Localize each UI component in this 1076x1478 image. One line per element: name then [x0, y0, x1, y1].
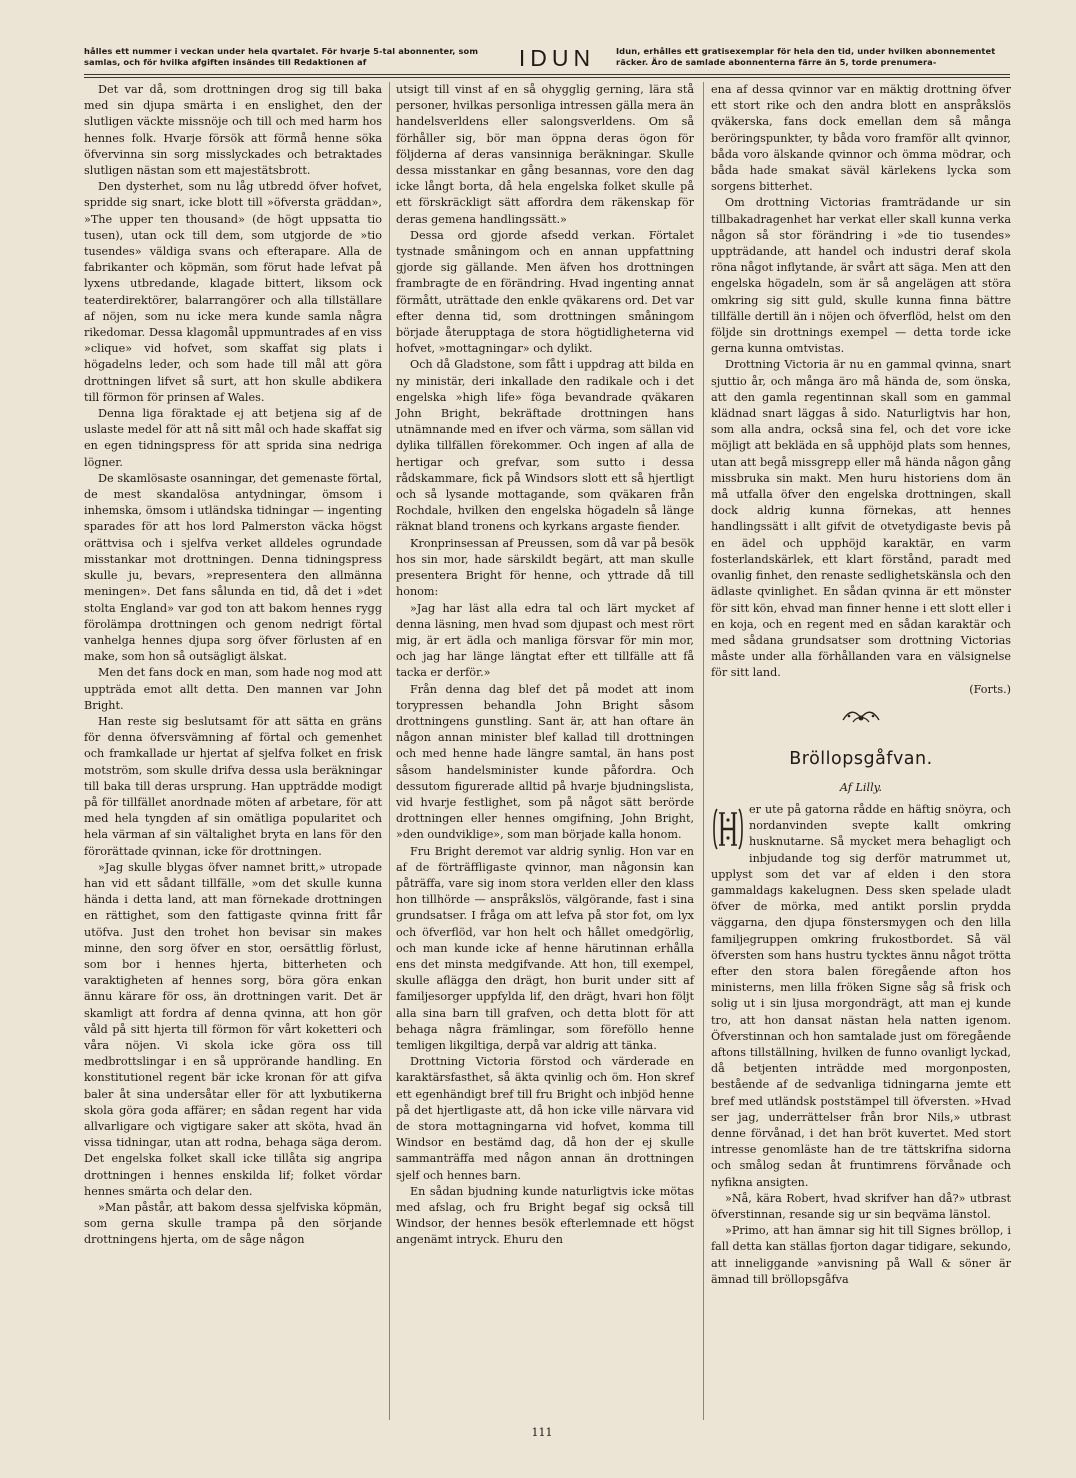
header-left-text: hålles ett nummer i veckan under hela qvartalet. För hvarje 5-tal abonnenter, som samlas, och för hvilka afgiften insändes till Redaktionen af — [84, 46, 479, 67]
paragraph: Från denna dag blef det på modet att inom torypressen behandla John Bright såsom drottningens gunstling. Sant är, att han oftare än någon annan minister blef kallad till drottningen och med henne hade längre samtal, än hans post såsom handelsminister kunde påfordra. Och dessutom figurerade alltid på hvarje bjudningslista, vid hvarje festlighet, som på något sätt berörde drottningen eller hennes omgifning, John Bright, »den oundviklige», som man började kalla honom. — [396, 682, 694, 842]
story-title: Bröllopsgåfvan. — [789, 748, 933, 769]
paragraph: »Jag har läst alla edra tal och lärt mycket af denna läsning, men hvad som djupast och mest rört mig, är ert ädla och manliga försvar för min mor, och jag har länge längtat efter ett tillfälle att få tacka er derför.» — [396, 601, 694, 680]
paragraph: Det var då, som drottningen drog sig till baka med sin djupa smärta i en enslighet, den der slutligen väckte missnöje och till och med harm hos hennes folk. Hvarje försök att förmå henne söka öfvervinna sin sorg misslyckades och betraktades slutligen nästan som ett majestätsbrott. — [84, 83, 382, 178]
paragraph: »Nå, kära Robert, hvad skrifver han då?» utbrast öfverstinnan, resande sig ur sin beqväma länstol. — [711, 1191, 1011, 1221]
paragraph: Drottning Victoria förstod och värderade en karaktärsfasthet, så äkta qvinlig och öm. Hon skref ett egenhändigt bref till fru Bright och inbjöd henne på det hjertligaste att, då hon icke ville närvara vid de stora mottagningarna vid hofvet, komma till Windsor en bestämd dag, då hon der ej skulle sammanträffa med någon annan än drottningen sjelf och hennes barn. — [396, 1055, 694, 1182]
paragraph: Den dysterhet, som nu låg utbredd öfver hofvet, spridde sig snart, icke blott till »öfversta gräddan», »The upper ten thousand» (de högt uppsatta tio tusen), utan ock till dem, som utgjorde de »tio tusendes» väldiga svans och efterapare. Alla de fabrikanter och köpmän, som förut hade lefvat på lyxens utbredande, klagade bittert, liksom ock teaterdirektörer, balarrangörer och alla tillställare af nöjen, som nu icke mera kunde samla några rikedomar. Dessa klagomål uppmuntrades af en viss »clique» vid hofvet, som skaffat sig plats i högadelns leder, och som hade till mål att göra drottningen lifvet så surt, att hon skulle abdikera till förmon för prinsen af Wales. — [84, 180, 382, 404]
story-first-paragraph-text: er ute på gatorna rådde en häftig snöyra, och nordanvinden svepte kallt omkring husknutarne. Så mycket mera behagligt och inbjudande tog sig derför matrummet ut, upplyst som det var af elden i den stora gammaldags kakelugnen. Dess sken spelade uladt öfver de mörka, med antikt porslin prydda väggarna, den djupa fönstersmygen och den lilla familjegruppen omkring frukostbordet. Så väl öfversten som hans hustru tycktes ännu något trötta efter den stora balen föregående afton hos ministerns, men lilla fröken Signe såg så frisk och solig ut i sin ljusa morgondrägt, att man ej kunde tro, att hon dansat nästan hela natten igenom. Öfverstinnan och hon samtalade just om föregående aftons tillställning, hvilken de funno ovanligt lyckad, då betjenten inträdde med morgonposten, bestående af de sedvanliga tidningarna jemte ett bref med utländsk poststämpel till öfversten. »Hvad ser jag, underrättelser från bror Nils,» utbrast denne förvånad, i det han bröt kuvertet. Med stort intresse genomläste han de tre tättskrifna sidorna och smålog sedan åt fruntimrens förvånade och nyfikna ansigten. — [711, 802, 1011, 1189]
column-divider — [389, 82, 390, 1420]
ornament-divider-icon — [711, 702, 1011, 736]
dropcap-h-icon — [711, 805, 745, 853]
column-2 — [396, 82, 694, 1249]
paragraph: Om drottning Victorias framträdande ur sin tillbakadragenhet har verkat eller skall kunna verka någon så stor förändring i »de tio tusendes» uppträdande, att handel och industri deraf skola röna något inflytande, är svårt att säga. Men att den engelska högadeln, som är så angelägen att störa omkring sig sitt guld, skulle kunna finna bättre tillfälle dertill än i nöjen och öfverflöd, helst om den följde sin drottnings exempel — detta torde icke gerna kunna omtvistas. — [711, 196, 1011, 356]
paragraph: Kronprinsessan af Preussen, som då var på besök hos sin mor, hade särskildt begärt, att man skulle presentera Bright för henne, och yttrade då till honom: — [396, 536, 694, 599]
header-right-text: Idun, erhålles ett gratisexemplar för hela den tid, under hvilken abonnementet räcker. Äro de samlade abonnenterna färre än 5, torde prenumera- — [616, 46, 996, 67]
story-first-paragraph — [711, 802, 1011, 1191]
paragraph: Men det fans dock en man, som hade nog mod att uppträda emot allt detta. Den mannen var John Bright. — [84, 666, 382, 712]
paragraph: En sådan bjudning kunde naturligtvis icke mötas med afslag, och fru Bright begaf sig också till Windsor, der hennes besök efterlemnade ett högst angenämt intryck. Ehuru den — [396, 1184, 694, 1247]
paragraph: De skamlösaste osanningar, det gemenaste förtal, de mest skandalösa antydningar, ömsom i inhemska, ömsom i utländska tidningar — ingenting sparades för att hos lord Palmerston väcka högst orättvisa och i sjelfva verket alldeles ogrundade misstankar mot drottningen. Denna tidningspress skulle ju, bevars, »representera den allmänna meningen». Det fans sålunda en tid, då det i »det stolta England» var god ton att bakom hennes rygg förolämpa drottningen och genom nedrigt förtal vanhelga hennes djupa sorg öfver förlusten af en make, som hon så outsägligt älskat. — [84, 471, 382, 664]
story-byline: Af Lilly. — [839, 780, 883, 794]
column-divider — [703, 82, 704, 1420]
paragraph: ena af dessa qvinnor var en mäktig drottning öfver ett stort rike och den andra blott en anspråkslös qväkerska, fans dock emellan dem så många beröringspunkter, ty båda voro framför allt qvinnor, båda voro älskande qvinnor och ömma mödrar, och båda hade smakat säväl kärlekens lycka som sorgens bitterhet. — [711, 83, 1011, 194]
page-number: 111 — [531, 1426, 553, 1439]
paragraph: »Primo, att han ämnar sig hit till Signes bröllop, i fall detta kan ställas fjorton dagar tidigare, sekundo, att inneliggande »anvisning på Wall & söner är ämnad till bröllopsgåfva — [711, 1224, 1011, 1286]
paragraph: Och då Gladstone, som fått i uppdrag att bilda en ny ministär, deri inkallade den radikale och i det engelska »high life» föga bevandrade qväkaren John Bright, bekräftade drottningen hans utnämnande med en ifver och värma, som sällan vid dylika tillfällen förekommer. Och ingen af alla de hertigar och grefvar, som sutto i dessa rådskammare, fick på Windsors slott ett så hjertligt och så lysande mottagande, som qväkaren från Rochdale, hvilken den engelska högadeln så länge räknat bland tronens och kyrkans argaste fiender. — [396, 358, 694, 534]
paragraph: Drottning Victoria är nu en gammal qvinna, snart sjuttio år, och många äro må hända de, som önska, att den gamla regentinnan skall som en gammal klädnad snart läggas å sido. Naturligtvis har hon, som alla andra, också sina fel, och det vore icke möjligt att bekläda en så upphöjd plats som hennes, utan att begå missgrepp eller må hända någon gång missbruka sin makt. Men huru historiens dom än må utfalla öfver den engelska drottningen, skall dock aldrig kunna förnekas, att hennes handlingssätt i allt gifvit de otvetydigaste bevis på en ädel och upphöjd karaktär, en varm fosterlandskärlek, ett klart förstånd, paradt med ovanlig finhet, den renaste sedlighetskänsla och den ädlaste qvinlighet. En sådan qvinna är ett mönster för sitt kön, ehvad man finner henne i ett slott eller i en koja, och en regent med en sådan karaktär och med sådana grundsatser som drottning Victorias måste under alla förhållanden vara en välsignelse för sitt land. — [711, 358, 1011, 680]
continuation-note: (Forts.) — [969, 682, 1011, 696]
paragraph: utsigt till vinst af en så ohygglig gerning, lära stå personer, hvilkas personliga intressen gälla mera än handelsverldens eller salongsverldens. Om så förhåller sig, bör man öppna deras ögon för följderna af deras vansinniga beräkningar. Skulle dessa misstankar en gång besannas, vore den dag icke långt borta, då hela engelska folket skulle på ett förskräckligt sätt affordra dem räkenskap för deras gemena handlingssätt.» — [396, 83, 694, 226]
masthead-title: IDUN — [518, 45, 596, 71]
paragraph: »Man påstår, att bakom dessa sjelfviska köpmän, som gerna skulle trampa på den sörjande drottningens hjerta, om de såge någon — [84, 1201, 382, 1247]
header-rule-double — [84, 77, 1010, 78]
paragraph: Dessa ord gjorde afsedd verkan. Förtalet tystnade småningom och en annan uppfattning gjorde sig gällande. Men äfven hos drottningen frambragte de en förändring. Hvad ingenting annat förmått, uträttade den enkle qväkarens ord. Det var efter denna tid, som drottningen småningom började återupptaga de stora högtidligheterna vid hofvet, »mottagningar» och dylikt. — [396, 228, 694, 356]
page-header — [84, 46, 1010, 72]
paragraph: »Jag skulle blygas öfver namnet britt,» utropade han vid ett sådant tillfälle, »om det skulle kunna hända i detta land, att man förnekade drottningen en rättighet, som den fattigaste qvinna fritt får utöfva. Just den trohet hon bevisar sin makes minne, den sorg öfver en stor, oersättlig förlust, som bor i hennes hjerta, bitterheten och varaktigheten af hennes sorg, böra göra enkan ännu kärare för oss, än drottningen varit. Det är skamligt att fordra af denna qvinna, att hon gör våld på sitt hjerta till förmon för vårt koketteri och våra nöjen. Vi skola icke göra oss till medbrottslingar i en så upprörande handling. En konstitutionel regent bär icke kronan för att gifva baler åt sina undersåtar eller för att lyxbutikerna skola göra goda affärer; en sådan regent har vida allvarligare och vigtigare saker att sköta, hvad än vissa tidningar, utan att rodna, behaga säga derom. Det engelska folket skall icke tillåta sig angripa drottningen i hennes enskilda lif; folket vördar hennes smärta och delar den. — [84, 860, 382, 1198]
paragraph: Han reste sig beslutsamt för att sätta en gräns för denna öfversvämning af förtal och gemenhet och framkallade ur hjertat af sjelfva folket en frisk motström, som skulle drifva dessa usla beräkningar till baka till deras ursprung. Han uppträdde modigt på för tillfället anordnade möten af arbetare, för att med hela tyngden af sin omätliga popularitet och hela värman af sin vältalighet bryta en lans för den förorättade qvinnan, icke för drottningen. — [84, 714, 382, 858]
paragraph: Fru Bright deremot var aldrig synlig. Hon var en af de förträffligaste qvinnor, man någonsin kan påträffa, vare sig inom stora verlden eller den klass hon tillhörde — anspråkslös, välgörande, fast i sina grundsatser. I fråga om att lefva på stor fot, om lyx och öfverflöd, var hon helt och hållet omedgörlig, och man kunde icke af henne härutinnan erhålla ens det minsta medgifvande. Att hon, till exempel, skulle aflägga den drägt, hon burit under sitt af familjesorger uppfylda lif, den drägt, hvari hon följt alla sina barn till grafven, och detta blott för att behaga några främlingar, som föreföllo henne temligen likgiltiga, derpå var aldrig att tänka. — [396, 844, 694, 1052]
column-3 — [711, 82, 1011, 1288]
column-1 — [84, 82, 382, 1249]
paragraph: Denna liga föraktade ej att betjena sig af de uslaste medel för att nå sitt mål och hade skaffat sig en egen tidningspress för att sprida sina nedriga lögner. — [84, 407, 382, 469]
header-rule — [84, 74, 1010, 75]
